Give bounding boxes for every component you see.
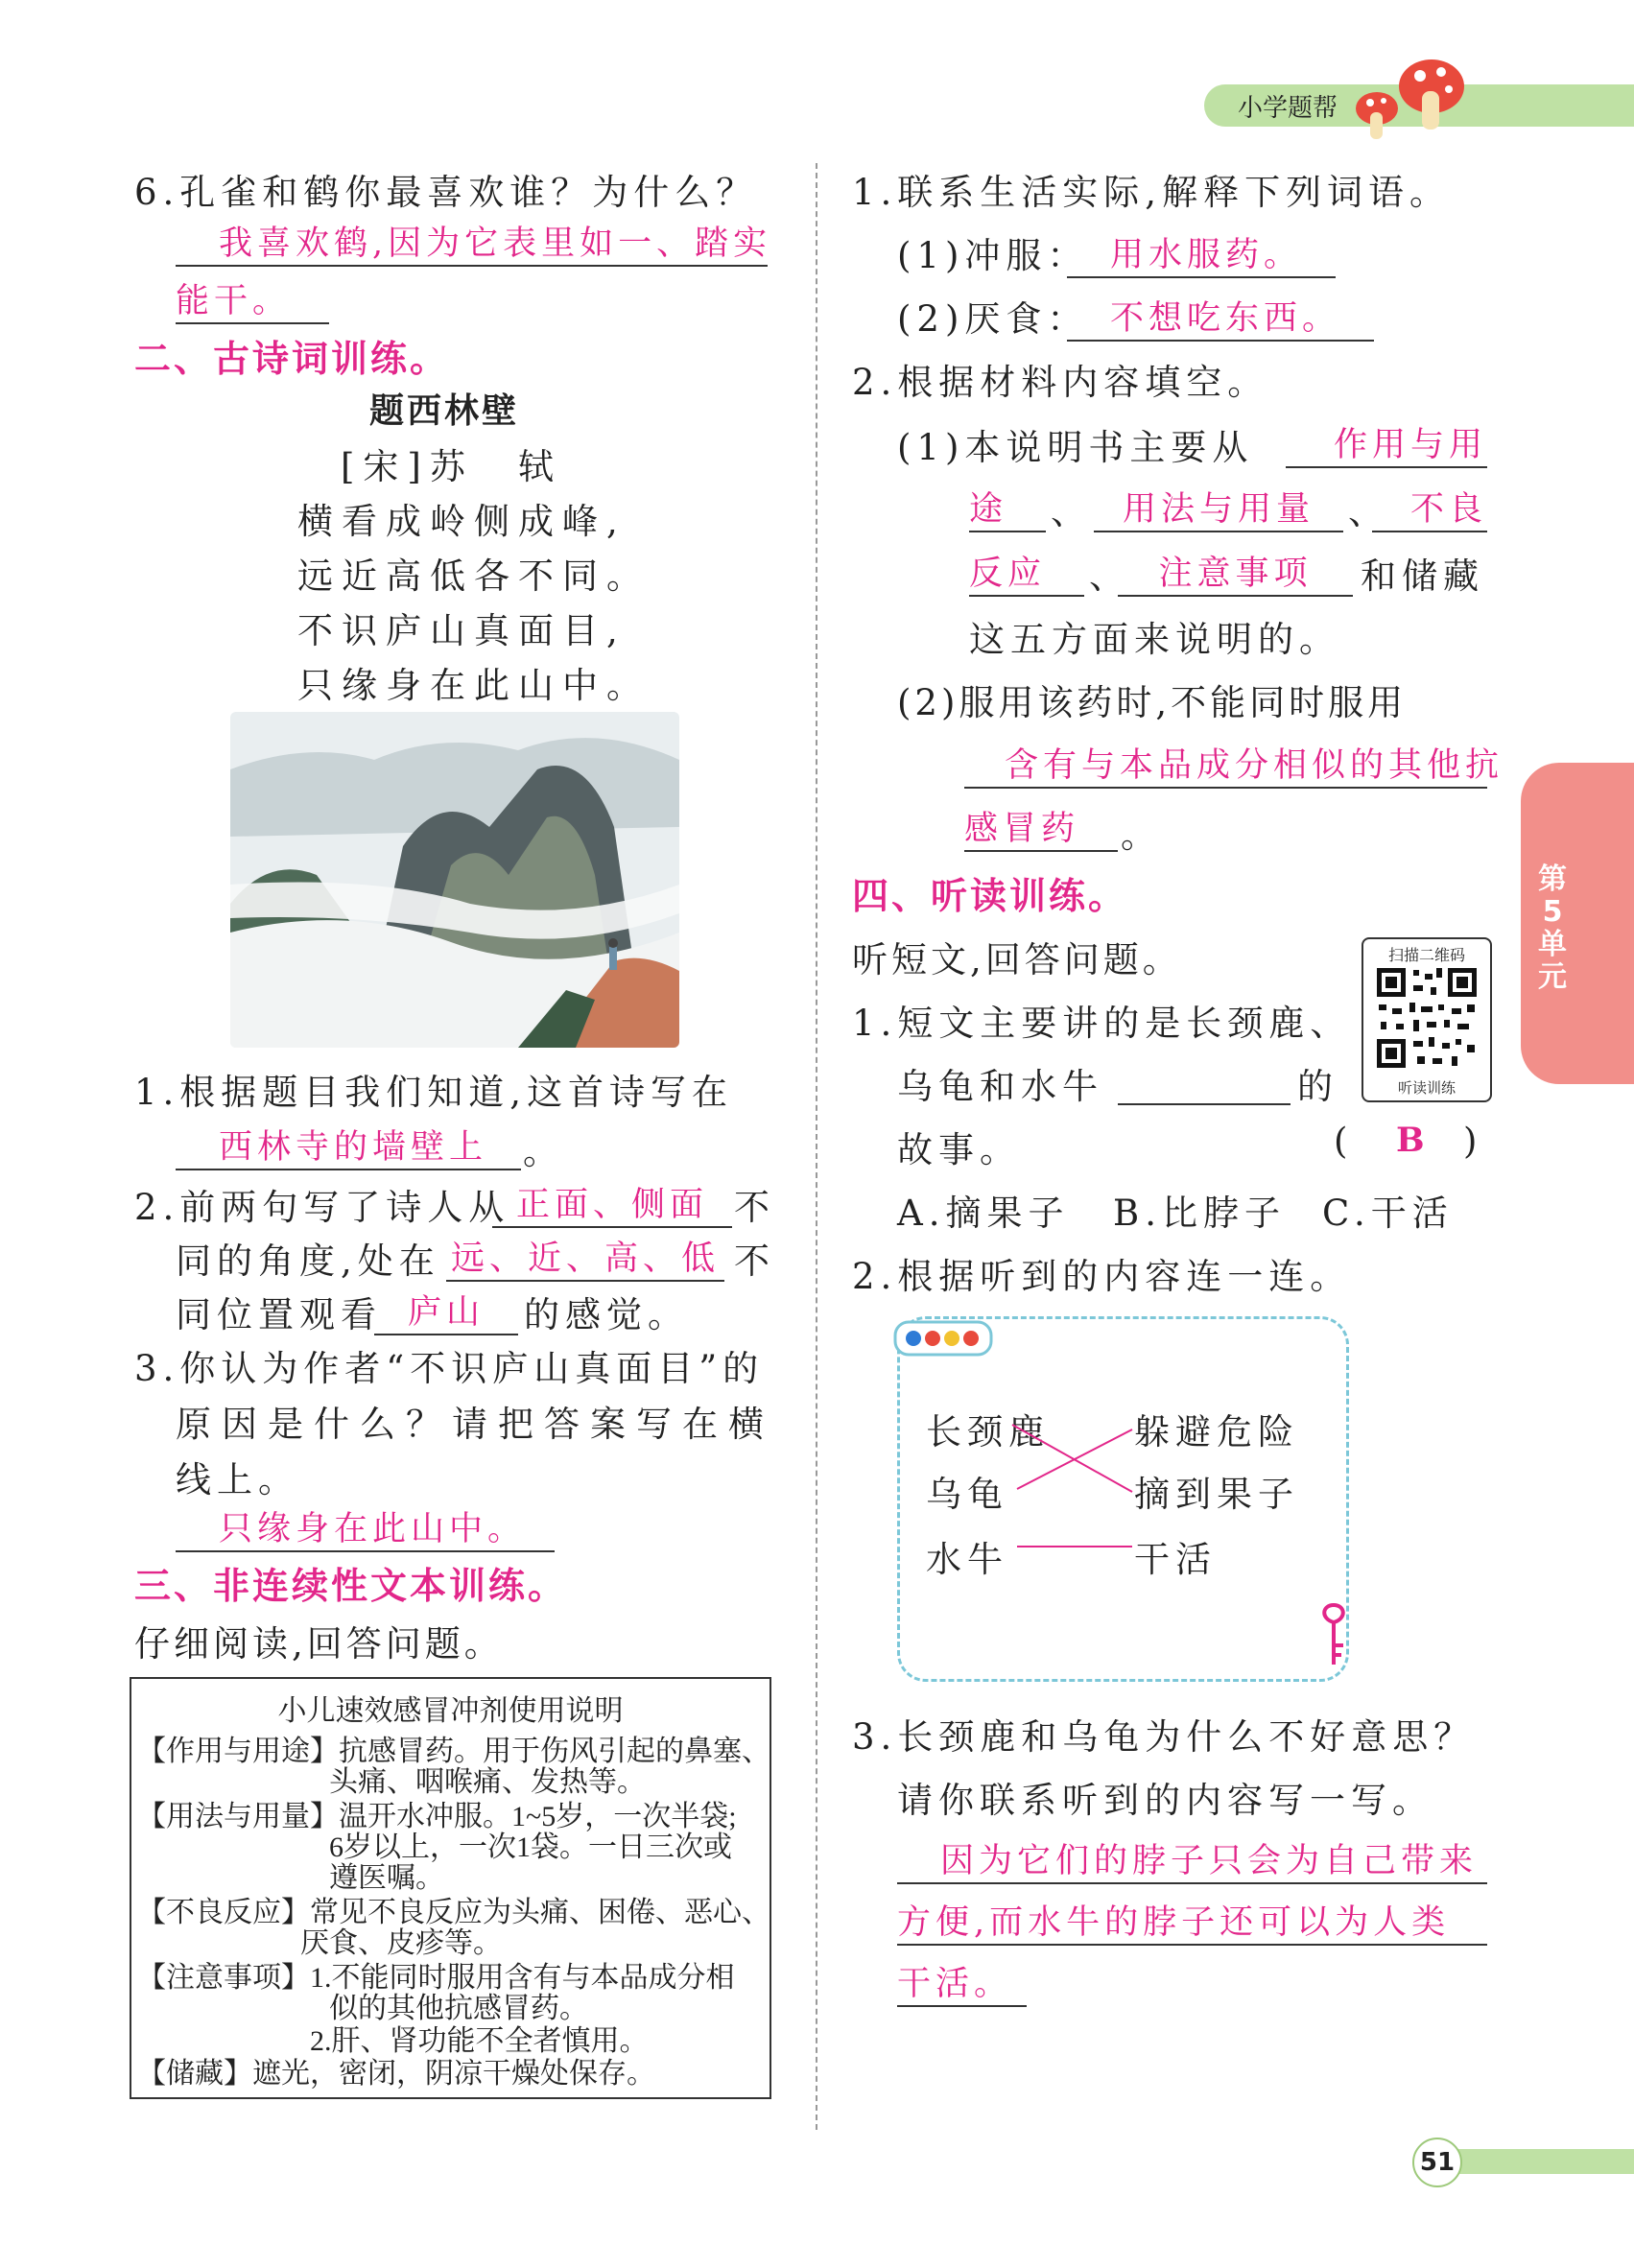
l2-text: 2.根据听到的内容连一连。	[852, 1256, 1352, 1297]
r2-text: 2.根据材料内容填空。	[852, 362, 1269, 403]
medicine-line: 头痛、咽喉痛、发热等。	[329, 1766, 646, 1798]
q3-answer: 只缘身在此山中。	[176, 1502, 555, 1552]
r2-answer4: 注意事项	[1118, 547, 1353, 597]
r2-answer3b: 反应	[969, 547, 1084, 597]
l1-option-a: A.摘果子	[897, 1193, 1070, 1234]
l1-option-b: B.比脖子	[1113, 1193, 1286, 1234]
r2-p2-answer-line2: 感冒药	[964, 802, 1118, 852]
q2-line3-end: 的感觉。	[524, 1294, 689, 1335]
medicine-line: 遵医嘱。	[329, 1862, 444, 1894]
l1-line1: 1.短文主要讲的是长颈鹿、	[852, 1003, 1352, 1044]
r2-answer1a: 作用与用	[1286, 418, 1487, 468]
l3-line1: 3.长颈鹿和乌龟为什么不好意思？	[852, 1716, 1476, 1758]
match-right-item[interactable]: 摘到果子	[1134, 1474, 1299, 1515]
qr-top-label: 扫描二维码	[1387, 946, 1465, 964]
r1-text: 1.联系生活实际,解释下列词语。	[852, 172, 1452, 213]
separator: 、	[1051, 491, 1092, 532]
q1-end: 。	[523, 1131, 564, 1172]
l1-line2-end: 的	[1297, 1066, 1338, 1107]
q2-line1-end: 不	[734, 1187, 775, 1228]
q3-line3: 线上。	[176, 1459, 299, 1500]
l1-answer: B	[1396, 1121, 1430, 1160]
q3-line2: 原因是什么？请把答案写在横	[176, 1404, 774, 1445]
page-number: 51	[1412, 2138, 1462, 2187]
q6-answer-line1: 我喜欢鹤,因为它表里如一、踏实	[176, 217, 768, 267]
q2-answer1: 正面、侧面	[492, 1178, 732, 1228]
l3-answer-line2: 方便,而水牛的脖子还可以为人类	[897, 1896, 1487, 1946]
q2-line2-end: 不	[734, 1240, 775, 1282]
traffic-light-icon	[892, 1314, 998, 1362]
r1-item1-answer: 用水服药。	[1067, 228, 1336, 278]
match-left-item[interactable]: 长颈鹿	[926, 1411, 1050, 1453]
section3-heading: 三、非连续性文本训练。	[134, 1565, 568, 1607]
poem-line: 不识庐山真面目,	[297, 610, 627, 651]
landscape-painting	[230, 712, 679, 1048]
q1-text: 1.根据题目我们知道,这首诗写在	[134, 1072, 734, 1113]
l1-line2: 乌龟和水牛	[897, 1066, 1103, 1107]
section4-instruction: 听短文,回答问题。	[852, 939, 1182, 980]
match-left-item[interactable]: 水牛	[926, 1539, 1008, 1580]
q2-line2: 同的角度,处在	[176, 1240, 440, 1282]
match-line-turtle	[1017, 1429, 1132, 1489]
q6-answer-line2: 能干。	[176, 274, 329, 324]
medicine-line: 厌食、皮疹等。	[300, 1927, 502, 1959]
medicine-line: 【用法与用量】温开水冲服。1~5岁，一次半袋;	[137, 1801, 737, 1832]
medicine-line: 【注意事项】1.不能同时服用含有与本品成分相	[137, 1962, 735, 1994]
q3-line1: 3.你认为作者“不识庐山真面目”的	[134, 1348, 765, 1389]
section3-instruction: 仔细阅读,回答问题。	[134, 1623, 504, 1665]
match-right-item[interactable]: 躲避危险	[1134, 1411, 1299, 1453]
match-right-item[interactable]: 干活	[1134, 1539, 1217, 1580]
medicine-line: 【作用与用途】抗感冒药。用于伤风引起的鼻塞、	[137, 1736, 770, 1767]
poem-line: 只缘身在此山中。	[297, 665, 651, 706]
q2-answer3: 庐山	[374, 1286, 518, 1335]
r2-answer1b: 途	[969, 483, 1046, 532]
q6-question: 6.孔雀和鹤你最喜欢谁？为什么？	[134, 172, 758, 213]
column-divider	[816, 163, 817, 2130]
poem-line: 横看成岭侧成峰,	[297, 501, 627, 542]
l1-blank[interactable]	[1118, 1101, 1291, 1105]
r1-item2-label: (2)厌食：	[897, 298, 1089, 340]
r1-item2-answer: 不想吃东西。	[1067, 292, 1374, 342]
r2-answer2: 用法与用量	[1094, 483, 1343, 532]
l3-answer-line3: 干活。	[897, 1957, 1027, 2007]
r1-item1-label: (1)冲服：	[897, 235, 1089, 276]
page-number-bar	[1449, 2149, 1634, 2174]
r2-answer3a: 不良	[1372, 483, 1487, 532]
poem-line: 远近高低各不同。	[297, 555, 651, 597]
medicine-line: 【储藏】遮光，密闭，阴凉干燥处保存。	[137, 2058, 655, 2090]
q2-answer2: 远、近、高、低	[446, 1232, 724, 1282]
medicine-line: 【不良反应】常见不良反应为头痛、困倦、恶心、	[137, 1897, 770, 1928]
match-lines	[1007, 1410, 1142, 1564]
q2-line3: 同位置观看	[176, 1294, 382, 1335]
r2-p1-tail: 和储藏	[1361, 555, 1484, 597]
section4-heading: 四、听读训练。	[852, 875, 1128, 917]
qr-bottom-label: 听读训练	[1397, 1079, 1456, 1097]
qr-code[interactable]	[1362, 937, 1492, 1102]
medicine-instructions-box	[130, 1677, 771, 2099]
poem-title: 题西林壁	[369, 391, 520, 431]
q2-line1: 2.前两句写了诗人从	[134, 1187, 510, 1228]
r2-p2-answer-line1: 含有与本品成分相似的其他抗	[964, 739, 1487, 789]
l3-line2: 请你联系听到的内容写一写。	[897, 1780, 1433, 1821]
mushroom-icon	[1353, 53, 1468, 144]
match-left-item[interactable]: 乌龟	[926, 1474, 1008, 1515]
poem-author: [宋]苏 轼	[341, 446, 562, 487]
l1-paren-open: (	[1334, 1121, 1354, 1162]
l1-line3: 故事。	[897, 1129, 1021, 1170]
r2-p2-label: (2)服用该药时,不能同时服用	[897, 682, 1408, 723]
separator: 、	[1089, 555, 1130, 597]
l1-option-c: C.干活	[1322, 1193, 1454, 1234]
medicine-line: 似的其他抗感冒药。	[329, 1993, 588, 2024]
l3-answer-line1: 因为它们的脖子只会为自己带来	[897, 1834, 1487, 1884]
header-title: 小学题帮	[1238, 94, 1338, 123]
medicine-line: 2.肝、肾功能不全者慎用。	[310, 2025, 649, 2057]
q1-answer: 西林寺的墙壁上	[176, 1121, 521, 1170]
unit-tab-label: 第5单元	[1538, 862, 1567, 994]
r2-p2-end: 。	[1121, 815, 1162, 856]
key-icon	[1314, 1597, 1353, 1674]
separator: 、	[1348, 491, 1389, 532]
l1-paren-close: )	[1463, 1121, 1483, 1162]
r2-p1-end: 这五方面来说明的。	[969, 619, 1340, 660]
section2-heading: 二、古诗词训练。	[134, 338, 450, 380]
medicine-title: 小儿速效感冒冲剂使用说明	[277, 1695, 624, 1727]
qr-code-icon	[1375, 966, 1479, 1070]
r2-p1-label: (1)本说明书主要从	[897, 427, 1254, 468]
medicine-line: 6岁以上，一次1袋。一日三次或	[329, 1831, 732, 1863]
